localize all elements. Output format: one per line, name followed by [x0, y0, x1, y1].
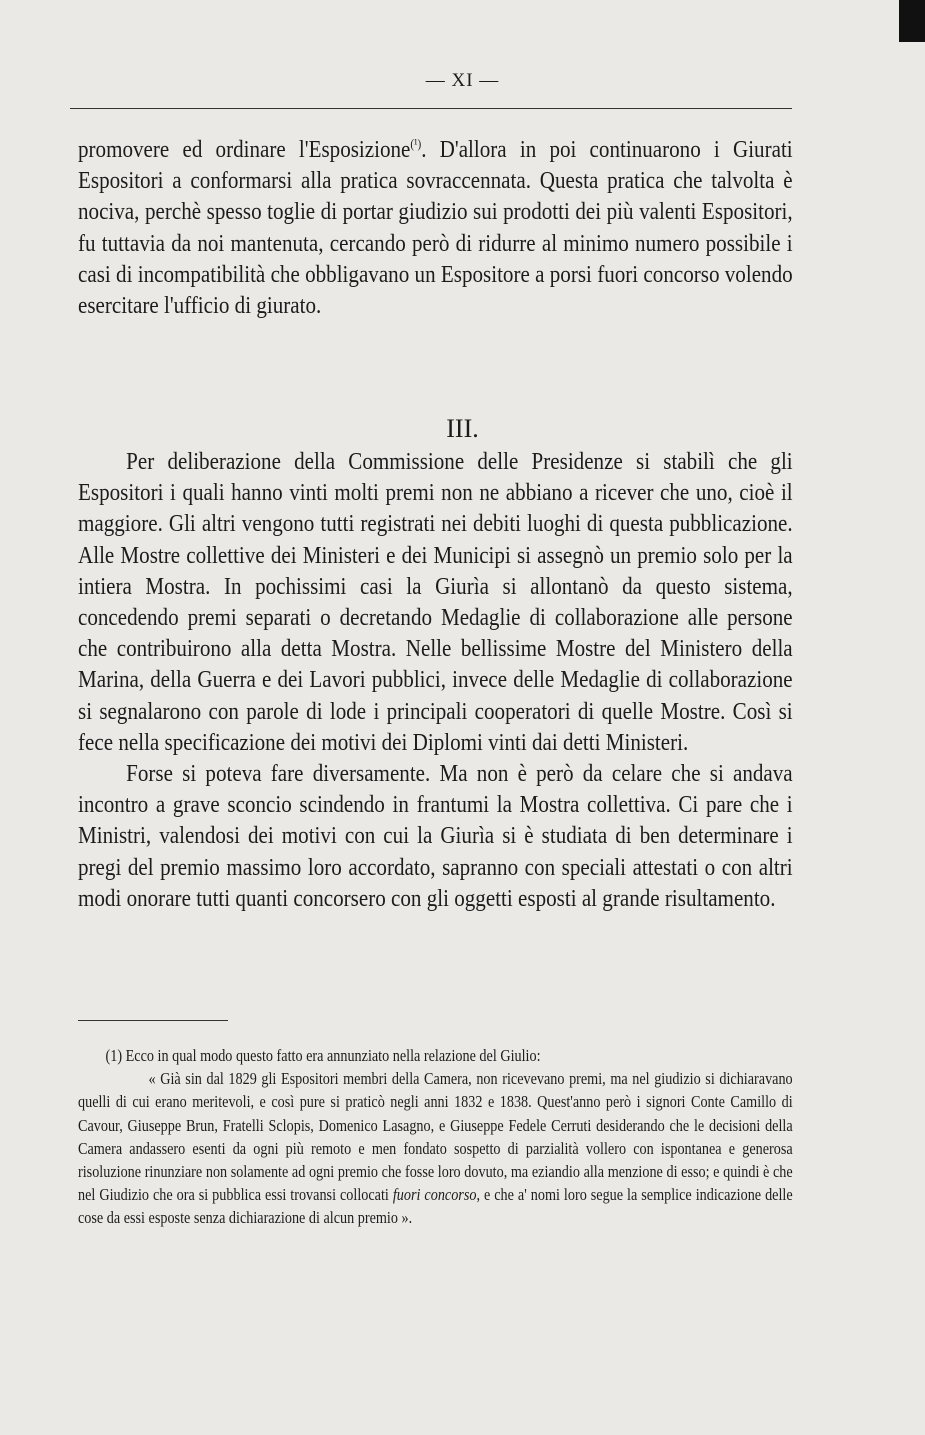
footnote-quote-italic: fuori concorso [392, 1185, 477, 1205]
footnote-intro: (1) Ecco in qual modo questo fatto era annunziato nella relazione del Giulio: [105, 1046, 541, 1065]
footnote-quote [78, 1067, 793, 1229]
paragraph-1-text-b: . D'allora in poi continuarono i Giurati Espositori a conformarsi alla pratica sovraccennata. Questa pratica che talvolta è nociva, perchè spesso toglie di portar giudizio sui prodotti dei più valenti Espositori, fu tuttavia da noi mantenuta, cercando però di ridurre al minimo numero possibile i casi di incompatibilità che obbligavano un Espositore a porsi fuori concorso volendo esercitare l'ufficio di giurato. [78, 136, 793, 320]
paragraph-1-text-a: promovere ed ordinare l'Esposizione [78, 136, 411, 163]
footnote [78, 1044, 793, 1230]
paragraph-3: Forse si poteva fare diversamente. Ma non è però da celare che si andava incontro a grave sconcio scindendo in frantumi la Mostra collettiva. Ci pare che i Ministri, valendosi dei motivi con cui la Giurìa si è studiata di ben determinare i pregi del premio massimo loro accordato, sapranno con speciali attestati o con altri modi onorare tutti quanti concorsero con gli oggetti esposti al grande risultamento. [78, 760, 793, 912]
paragraph-1 [78, 134, 793, 321]
scan-corner-mark [899, 0, 925, 42]
header-rule [70, 108, 792, 109]
section-heading: III. [446, 414, 479, 443]
page-number-header: — XI — [425, 70, 500, 91]
paragraph-2: Per deliberazione della Commissione delle Presidenze si stabilì che gli Espositori i quali hanno vinti molti premi non ne abbiano a ricever che uno, cioè il maggiore. Gli altri vengono tutti registrati nei debiti luoghi di questa pubblicazione. Alle Mostre collettive dei Ministeri e dei Municipi si assegnò un premio solo per la intiera Mostra. In pochissimi casi la Giurìa si allontanò da questo sistema, concedendo premi separati o decretando Medaglie di collaborazione alle persone che contribuirono alla detta Mostra. Nelle bellissime Mostre del Ministero della Marina, della Guerra e dei Lavori pubblici, invece delle Medaglie di collaborazione si segnalarono con parole di lode i principali cooperatori di quelle Mostre. Così si fece nella specificazione dei motivi dei Diplomi vinti dai detti Ministeri. [78, 448, 793, 756]
footnote-quote-text-a: « Già sin dal 1829 gli Espositori membri della Camera, non ricevevano premi, ma nel giudizio si dichiaravano quelli di cui erano meritevoli, e così pure si praticò negli anni 1832 e 1838. Quest'anno però i signori Conte Camillo di Cavour, Giuseppe Brun, Fratelli Sclopis, Domenico Lasagno, e Giuseppe Fedele Cerruti desiderando che le decisioni della Camera andassero esenti da ogni più remoto e men fondato sospetto di parzialità vollero con ispontanea e generosa risoluzione rinunziare non solamente ad ogni premio che fosse loro dovuto, ma eziandio alla menzione di esso; e quindi è che nel Giudizio che ora si pubblica essi trovansi collocati [78, 1069, 793, 1205]
body-text-upper [78, 134, 793, 321]
footnote-rule [78, 1020, 228, 1021]
footnote-quote-text-b: , e che a' nomi loro segue la semplice indicazione delle cose da essi esposte senza dichiarazione di alcun premio ». [78, 1185, 793, 1228]
footnote-reference: (¹) [410, 135, 422, 151]
body-text-lower [78, 446, 793, 914]
